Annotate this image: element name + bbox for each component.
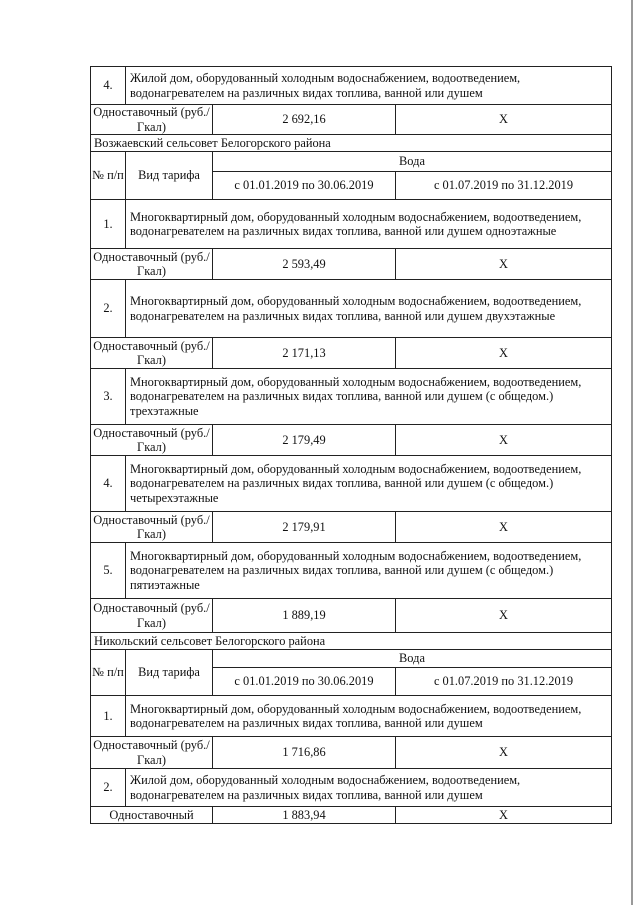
- table-row: [91, 67, 612, 105]
- tariff-value-period1: 1 889,19: [213, 599, 396, 633]
- rate-label: Одноставочный (руб./Гкал): [91, 599, 213, 633]
- item-description: Жилой дом, оборудованный холодным водоснабжением, водоотведением, водонагревателем на различных видах топлива, ванной или душем: [126, 67, 612, 105]
- item-number: 3.: [91, 369, 126, 425]
- item-number: 2.: [91, 280, 126, 338]
- tariff-value-period1: 2 179,49: [213, 425, 396, 456]
- header-period1: с 01.01.2019 по 30.06.2019: [213, 668, 396, 696]
- page-edge-line: [631, 0, 633, 905]
- item-number: 1.: [91, 200, 126, 249]
- header-group: Вода: [213, 650, 612, 668]
- tariff-value-period2: Х: [396, 425, 612, 456]
- item-number: 2.: [91, 769, 126, 807]
- tariff-value-period2: Х: [396, 737, 612, 769]
- header-row: [91, 650, 612, 668]
- tariff-value-period1: 2 593,49: [213, 249, 396, 280]
- item-number: 4.: [91, 67, 126, 105]
- table-row: [91, 696, 612, 737]
- tariff-value-period1: 2 692,16: [213, 105, 396, 135]
- table-row: [91, 543, 612, 599]
- table-row: [91, 769, 612, 807]
- section-title: Возжаевский сельсовет Белогорского района: [91, 135, 612, 152]
- item-description: Многоквартирный дом, оборудованный холодным водоснабжением, водоотведением, водонагревателем на различных видах топлива, ванной или душем (с общедом.) трехэтажные: [126, 369, 612, 425]
- table-row: [91, 456, 612, 512]
- item-number: 1.: [91, 696, 126, 737]
- tariff-value-period1: 2 179,91: [213, 512, 396, 543]
- section-row: [91, 135, 612, 152]
- header-row: [91, 152, 612, 172]
- item-description: Многоквартирный дом, оборудованный холодным водоснабжением, водоотведением, водонагревателем на различных видах топлива, ванной или душем (с общедом.) четырехэтажные: [126, 456, 612, 512]
- tariff-value-period2: Х: [396, 249, 612, 280]
- table-row: [91, 105, 612, 135]
- item-number: 5.: [91, 543, 126, 599]
- tariff-value-period2: Х: [396, 512, 612, 543]
- table-row: [91, 737, 612, 769]
- item-description: Жилой дом, оборудованный холодным водоснабжением, водоотведением, водонагревателем на различных видах топлива, ванной или душем: [126, 769, 612, 807]
- item-number: 4.: [91, 456, 126, 512]
- item-description: Многоквартирный дом, оборудованный холодным водоснабжением, водоотведением, водонагревателем на различных видах топлива, ванной или душем (с общедом.) пятиэтажные: [126, 543, 612, 599]
- header-period1: с 01.01.2019 по 30.06.2019: [213, 172, 396, 200]
- table-row: [91, 512, 612, 543]
- item-description: Многоквартирный дом, оборудованный холодным водоснабжением, водоотведением, водонагревателем на различных видах топлива, ванной или душем двухэтажные: [126, 280, 612, 338]
- tariff-value-period2: Х: [396, 807, 612, 824]
- item-description: Многоквартирный дом, оборудованный холодным водоснабжением, водоотведением, водонагревателем на различных видах топлива, ванной или душем одноэтажные: [126, 200, 612, 249]
- table-row: [91, 807, 612, 824]
- rate-label: Одноставочный (руб./Гкал): [91, 737, 213, 769]
- table-row: [91, 280, 612, 338]
- table-row: [91, 249, 612, 280]
- tariff-value-period2: Х: [396, 338, 612, 369]
- rate-label: Одноставочный (руб./Гкал): [91, 425, 213, 456]
- header-num: № п/п: [91, 650, 126, 696]
- rate-label: Одноставочный: [91, 807, 213, 824]
- header-period2: с 01.07.2019 по 31.12.2019: [396, 172, 612, 200]
- section-title: Никольский сельсовет Белогорского района: [91, 633, 612, 650]
- rate-label: Одноставочный (руб./Гкал): [91, 249, 213, 280]
- tariff-value-period2: Х: [396, 105, 612, 135]
- rate-label: Одноставочный (руб./Гкал): [91, 338, 213, 369]
- header-type: Вид тарифа: [126, 650, 213, 696]
- rate-label: Одноставочный (руб./Гкал): [91, 105, 213, 135]
- tariff-value-period1: 2 171,13: [213, 338, 396, 369]
- tariff-table: [90, 66, 612, 824]
- rate-label: Одноставочный (руб./Гкал): [91, 512, 213, 543]
- item-description: Многоквартирный дом, оборудованный холодным водоснабжением, водоотведением, водонагревателем на различных видах топлива, ванной или душем: [126, 696, 612, 737]
- section-row: [91, 633, 612, 650]
- tariff-value-period1: 1 883,94: [213, 807, 396, 824]
- table-row: [91, 369, 612, 425]
- table-row: [91, 338, 612, 369]
- tariff-value-period1: 1 716,86: [213, 737, 396, 769]
- header-period2: с 01.07.2019 по 31.12.2019: [396, 668, 612, 696]
- table-row: [91, 599, 612, 633]
- header-group: Вода: [213, 152, 612, 172]
- table-row: [91, 200, 612, 249]
- header-num: № п/п: [91, 152, 126, 200]
- table-row: [91, 425, 612, 456]
- tariff-value-period2: Х: [396, 599, 612, 633]
- header-type: Вид тарифа: [126, 152, 213, 200]
